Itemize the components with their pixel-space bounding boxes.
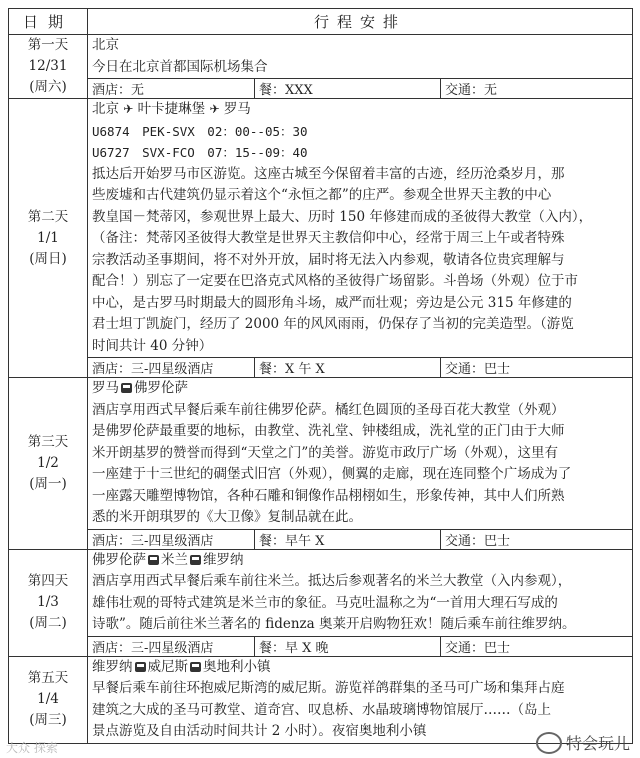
- day-row: [9, 378, 633, 530]
- day-content: [88, 378, 633, 530]
- transport-cell: 交通：巴士: [441, 636, 633, 656]
- route: 北京 ✈ 叶卡捷琳堡 ✈ 罗马: [92, 101, 251, 117]
- day-weekday: (周一): [29, 475, 67, 492]
- day-row: [9, 549, 633, 636]
- watermark-right-text: 特会玩儿: [565, 734, 630, 753]
- hotel-value: 三-四星级酒店: [131, 640, 214, 656]
- text-line: 雄伟壮观的哥特式建筑是米兰市的象征。马克吐温称之为“一首用大理石写成的: [92, 594, 558, 611]
- text-line: 时间共计 40 分钟）: [92, 337, 213, 354]
- day-row: [9, 99, 633, 358]
- hotel-cell: 酒店：三-四星级酒店: [88, 358, 255, 378]
- text-line: 一座建于十三世纪的碉堡式旧宫（外观），侧翼的走廊，现在连同整个广场成为了: [92, 466, 572, 482]
- transport-cell: 交通：无: [441, 79, 633, 99]
- meals-value: 早 X 晚: [285, 640, 329, 656]
- text-line: 悉的米开朗琪罗的《大卫像》复制品就在此。: [92, 509, 362, 525]
- day-row: [9, 35, 633, 79]
- text-line: 建筑之大成的圣马可教堂、道奇宫、叹息桥、水晶玻璃博物馆展厅……（岛上: [92, 701, 551, 718]
- day-cell: [9, 99, 88, 378]
- meta-row: [9, 358, 633, 378]
- day-content: [88, 35, 633, 79]
- hotel-value: 三-四星级酒店: [131, 362, 214, 377]
- text-line: 是佛罗伦萨最重要的地标，由教堂、洗礼堂、钟楼组成，洗礼堂的正门由于大师: [92, 423, 565, 439]
- hotel-cell: 酒店：三-四星级酒店: [88, 636, 255, 656]
- bus-icon: [190, 662, 201, 672]
- day-row: [9, 656, 633, 743]
- day-content: [88, 99, 633, 358]
- header-itinerary: 行程安排: [88, 9, 633, 35]
- day-weekday: (周三): [29, 712, 67, 728]
- transport-value: 无: [484, 83, 498, 98]
- bus-icon: [148, 555, 159, 565]
- day-weekday: (周二): [29, 615, 67, 631]
- text-line: 一座露天雕塑博物馆，各种石雕和铜像作品栩栩如生，形象传神，其中人们所熟: [92, 487, 565, 504]
- hotel-value: 无: [131, 83, 145, 98]
- day-date: 1/1: [37, 229, 59, 246]
- meals-value: X 午 X: [285, 362, 325, 377]
- hotel-cell: 酒店：三-四星级酒店: [88, 529, 255, 549]
- day-label: 第三天: [27, 433, 69, 450]
- text-line: 宗教活动圣事期间，将不对外开放，届时将无法入内参观，敬请各位贵宾理解与: [92, 251, 565, 268]
- bus-icon: [121, 383, 132, 393]
- transport-value: 巴士: [484, 533, 511, 549]
- day-content: [88, 549, 633, 636]
- text-line: 早餐后乘车前往环抱威尼斯湾的威尼斯。游览祥鸽群集的圣马可广场和集拜占庭: [92, 680, 565, 696]
- text-line: 些废墟和古代建筑仍显示着这个“永恒之都”的庄严。参观全世界天主教的中心: [92, 187, 552, 203]
- day-content: [88, 656, 633, 743]
- text-line: 景点游览及自由活动时间共计 2 小时）。夜宿奥地利小镇: [92, 723, 427, 739]
- meta-row: [9, 529, 633, 549]
- day-date: 1/4: [37, 691, 59, 707]
- text-line: 君士坦丁凯旋门，经历了 2000 年的风风雨雨，仍保存了当初的完美造型。（游览: [92, 316, 574, 332]
- bus-icon: [190, 555, 201, 565]
- day-weekday: (周日): [29, 250, 67, 267]
- text-line: 教皇国－梵蒂冈，参观世界上最大、历时 150 年修建而成的圣彼得大教堂（入内），: [92, 208, 593, 225]
- flight-line: U6874 PEK-SVX 02：00--05：30: [92, 123, 308, 139]
- text-line: （备注：梵蒂冈圣彼得大教堂是世界天主教信仰中心，经常于周三上午或者特殊: [92, 230, 565, 246]
- route: 佛罗伦萨 米兰 维罗纳: [92, 551, 244, 568]
- text-line: 配合！）别忘了一定要在巴洛克式风格的圣彼得广场留影。斗兽场（外观）位于市: [92, 273, 578, 289]
- transport-value: 巴士: [484, 362, 511, 377]
- flight-line: U6727 SVX-FCO 07：15--09：40: [92, 145, 308, 160]
- meals-value: 早午 X: [285, 533, 325, 549]
- bus-icon: [135, 662, 146, 672]
- day-date: 12/31: [28, 58, 68, 74]
- header-row: [9, 9, 633, 35]
- itinerary-table: [8, 8, 633, 744]
- text-line: 中心，是古罗马时期最大的圆形角斗场，威严而壮观；旁边是公元 315 年修建的: [92, 294, 572, 311]
- meals-value: XXX: [285, 83, 313, 98]
- meta-row: [9, 79, 633, 99]
- day-label: 第一天: [27, 37, 69, 53]
- day-label: 第四天: [27, 573, 69, 589]
- text-line: 诗歌”。随后前往米兰著名的 fidenza 奥莱开启购物狂欢！随后乘车前往维罗纳。: [92, 616, 576, 632]
- day-date: 1/3: [37, 594, 59, 610]
- meals-cell: 餐：早 X 晚: [255, 636, 441, 656]
- text-line: 抵达后开始罗马市区游览。这座古城至今保留着丰富的古迹，经历沧桑岁月，那: [92, 165, 565, 182]
- transport-cell: 交通：巴士: [441, 358, 633, 378]
- route: 北京: [92, 37, 119, 53]
- day-label: 第二天: [27, 208, 69, 225]
- meals-cell: 餐：早午 X: [255, 529, 441, 549]
- transport-cell: 交通：巴士: [441, 529, 633, 549]
- text-line: 酒店享用西式早餐后乘车前往佛罗伦萨。橘红色圆顶的圣母百花大教堂（外观）: [92, 401, 565, 418]
- day-date: 1/2: [37, 454, 59, 471]
- meals-cell: 餐：XXX: [255, 79, 441, 99]
- day-cell: [9, 549, 88, 656]
- route: 维罗纳 威尼斯 奥地利小镇: [92, 658, 271, 675]
- watermark-right: [536, 731, 630, 754]
- text-line: 米开朗基罗的赞誉而得到“天堂之门”的美誉。游览市政厅广场（外观），这里有: [92, 444, 559, 461]
- meta-row: [9, 636, 633, 656]
- route: 罗马 佛罗伦萨: [92, 380, 188, 396]
- transport-value: 巴士: [484, 640, 511, 656]
- hotel-value: 三-四星级酒店: [131, 533, 214, 549]
- header-date: 日期: [9, 9, 88, 35]
- hotel-cell: 酒店：无: [88, 79, 255, 99]
- day-cell: [9, 656, 88, 743]
- wechat-logo-icon: [536, 732, 562, 754]
- day-weekday: (周六): [29, 79, 67, 95]
- day-label: 第五天: [27, 670, 69, 686]
- plane-icon: ✈: [123, 102, 134, 116]
- meals-cell: 餐：X 午 X: [255, 358, 441, 378]
- text-line: 酒店享用西式早餐后乘车前往米兰。抵达后参观著名的米兰大教堂（入内参观），: [92, 573, 572, 589]
- text-line: 今日在北京首都国际机场集合: [92, 58, 268, 75]
- day-cell: [9, 378, 88, 550]
- day-cell: [9, 35, 88, 99]
- watermark-left: 大众 探索: [6, 741, 58, 755]
- plane-icon: ✈: [209, 102, 220, 116]
